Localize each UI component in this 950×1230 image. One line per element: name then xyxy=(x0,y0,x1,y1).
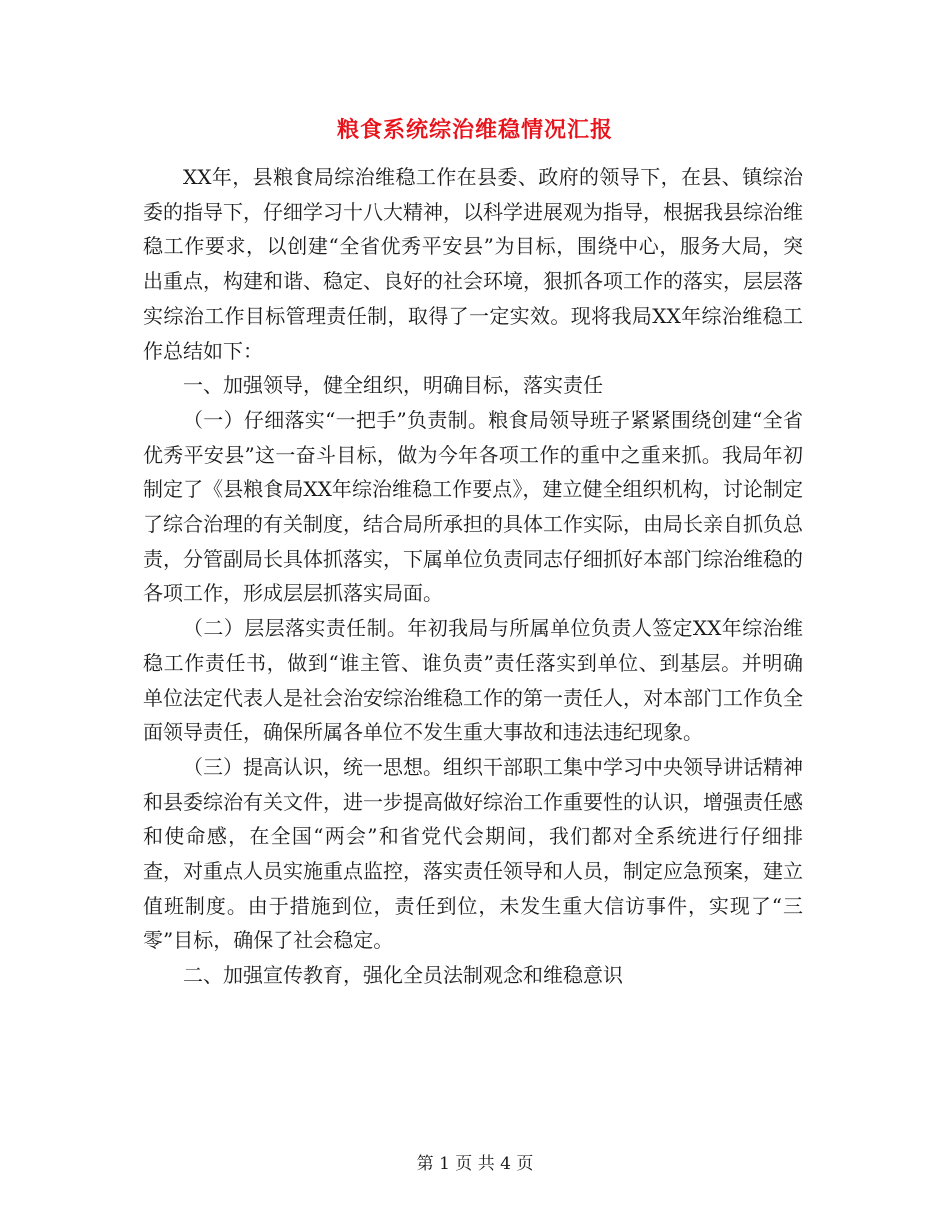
heading-section-1: 一、加强领导，健全组织，明确目标，落实责任 xyxy=(183,373,603,398)
document-body xyxy=(143,160,803,993)
paragraph-1-3: （三）提高认识，统一思想。组织干部职工集中学习中央领导讲话精神和县委综治有关文件，进一步提高做好综治工作重要性的认识，增强责任感和使命感，在全国“两会”和省党代会期间，我们都对全系统进行仔细排查，对重点人员实施重点监控，落实责任领导和人员，制定应急预案，建立值班制度。由于措施到位，责任到位，未发生重大信访事件，实现了“三零”目标，确保了社会稳定。 xyxy=(143,754,803,953)
document-title: 粮食系统综治维稳情况汇报 xyxy=(336,117,613,143)
paragraph-intro: XX年，县粮食局综治维稳工作在县委、政府的领导下，在县、镇综治委的指导下，仔细学习十八大精神，以科学进展观为指导，根据我县综治维稳工作要求，以创建“全省优秀平安县”为目标，围绕中心，服务大局，突出重点，构建和谐、稳定、良好的社会环境，狠抓各项工作的落实，层层落实综治工作目标管理责任制，取得了一定实效。现将我局XX年综治维稳工作总结如下： xyxy=(143,165,803,363)
paragraph-1-1: （一）仔细落实“一把手”负责制。粮食局领导班子紧紧围绕创建“全省优秀平安县”这一奋斗目标，做为今年各项工作的重中之重来抓。我局年初制定了《县粮食局XX年综治维稳工作要点》，建立健全组织机构，讨论制定了综合治理的有关制度，结合局所承担的具体工作实际，由局长亲自抓负总责，分管副局长具体抓落实，下属单位负责同志仔细抓好本部门综治维稳的各项工作，形成层层抓落实局面。 xyxy=(143,407,803,606)
heading-section-2: 二、加强宣传教育，强化全员法制观念和维稳意识 xyxy=(183,963,623,988)
page-footer: 第 1 页 共 4 页 xyxy=(416,1154,534,1174)
paragraph-1-2: （二）层层落实责任制。年初我局与所属单位负责人签定XX年综治维稳工作责任书，做到“谁主管、谁负责”责任落实到单位、到基层。并明确单位法定代表人是社会治安综治维稳工作的第一责任人，对本部门工作负全面领导责任，确保所属各单位不发生重大事故和违法违纪现象。 xyxy=(143,616,803,745)
